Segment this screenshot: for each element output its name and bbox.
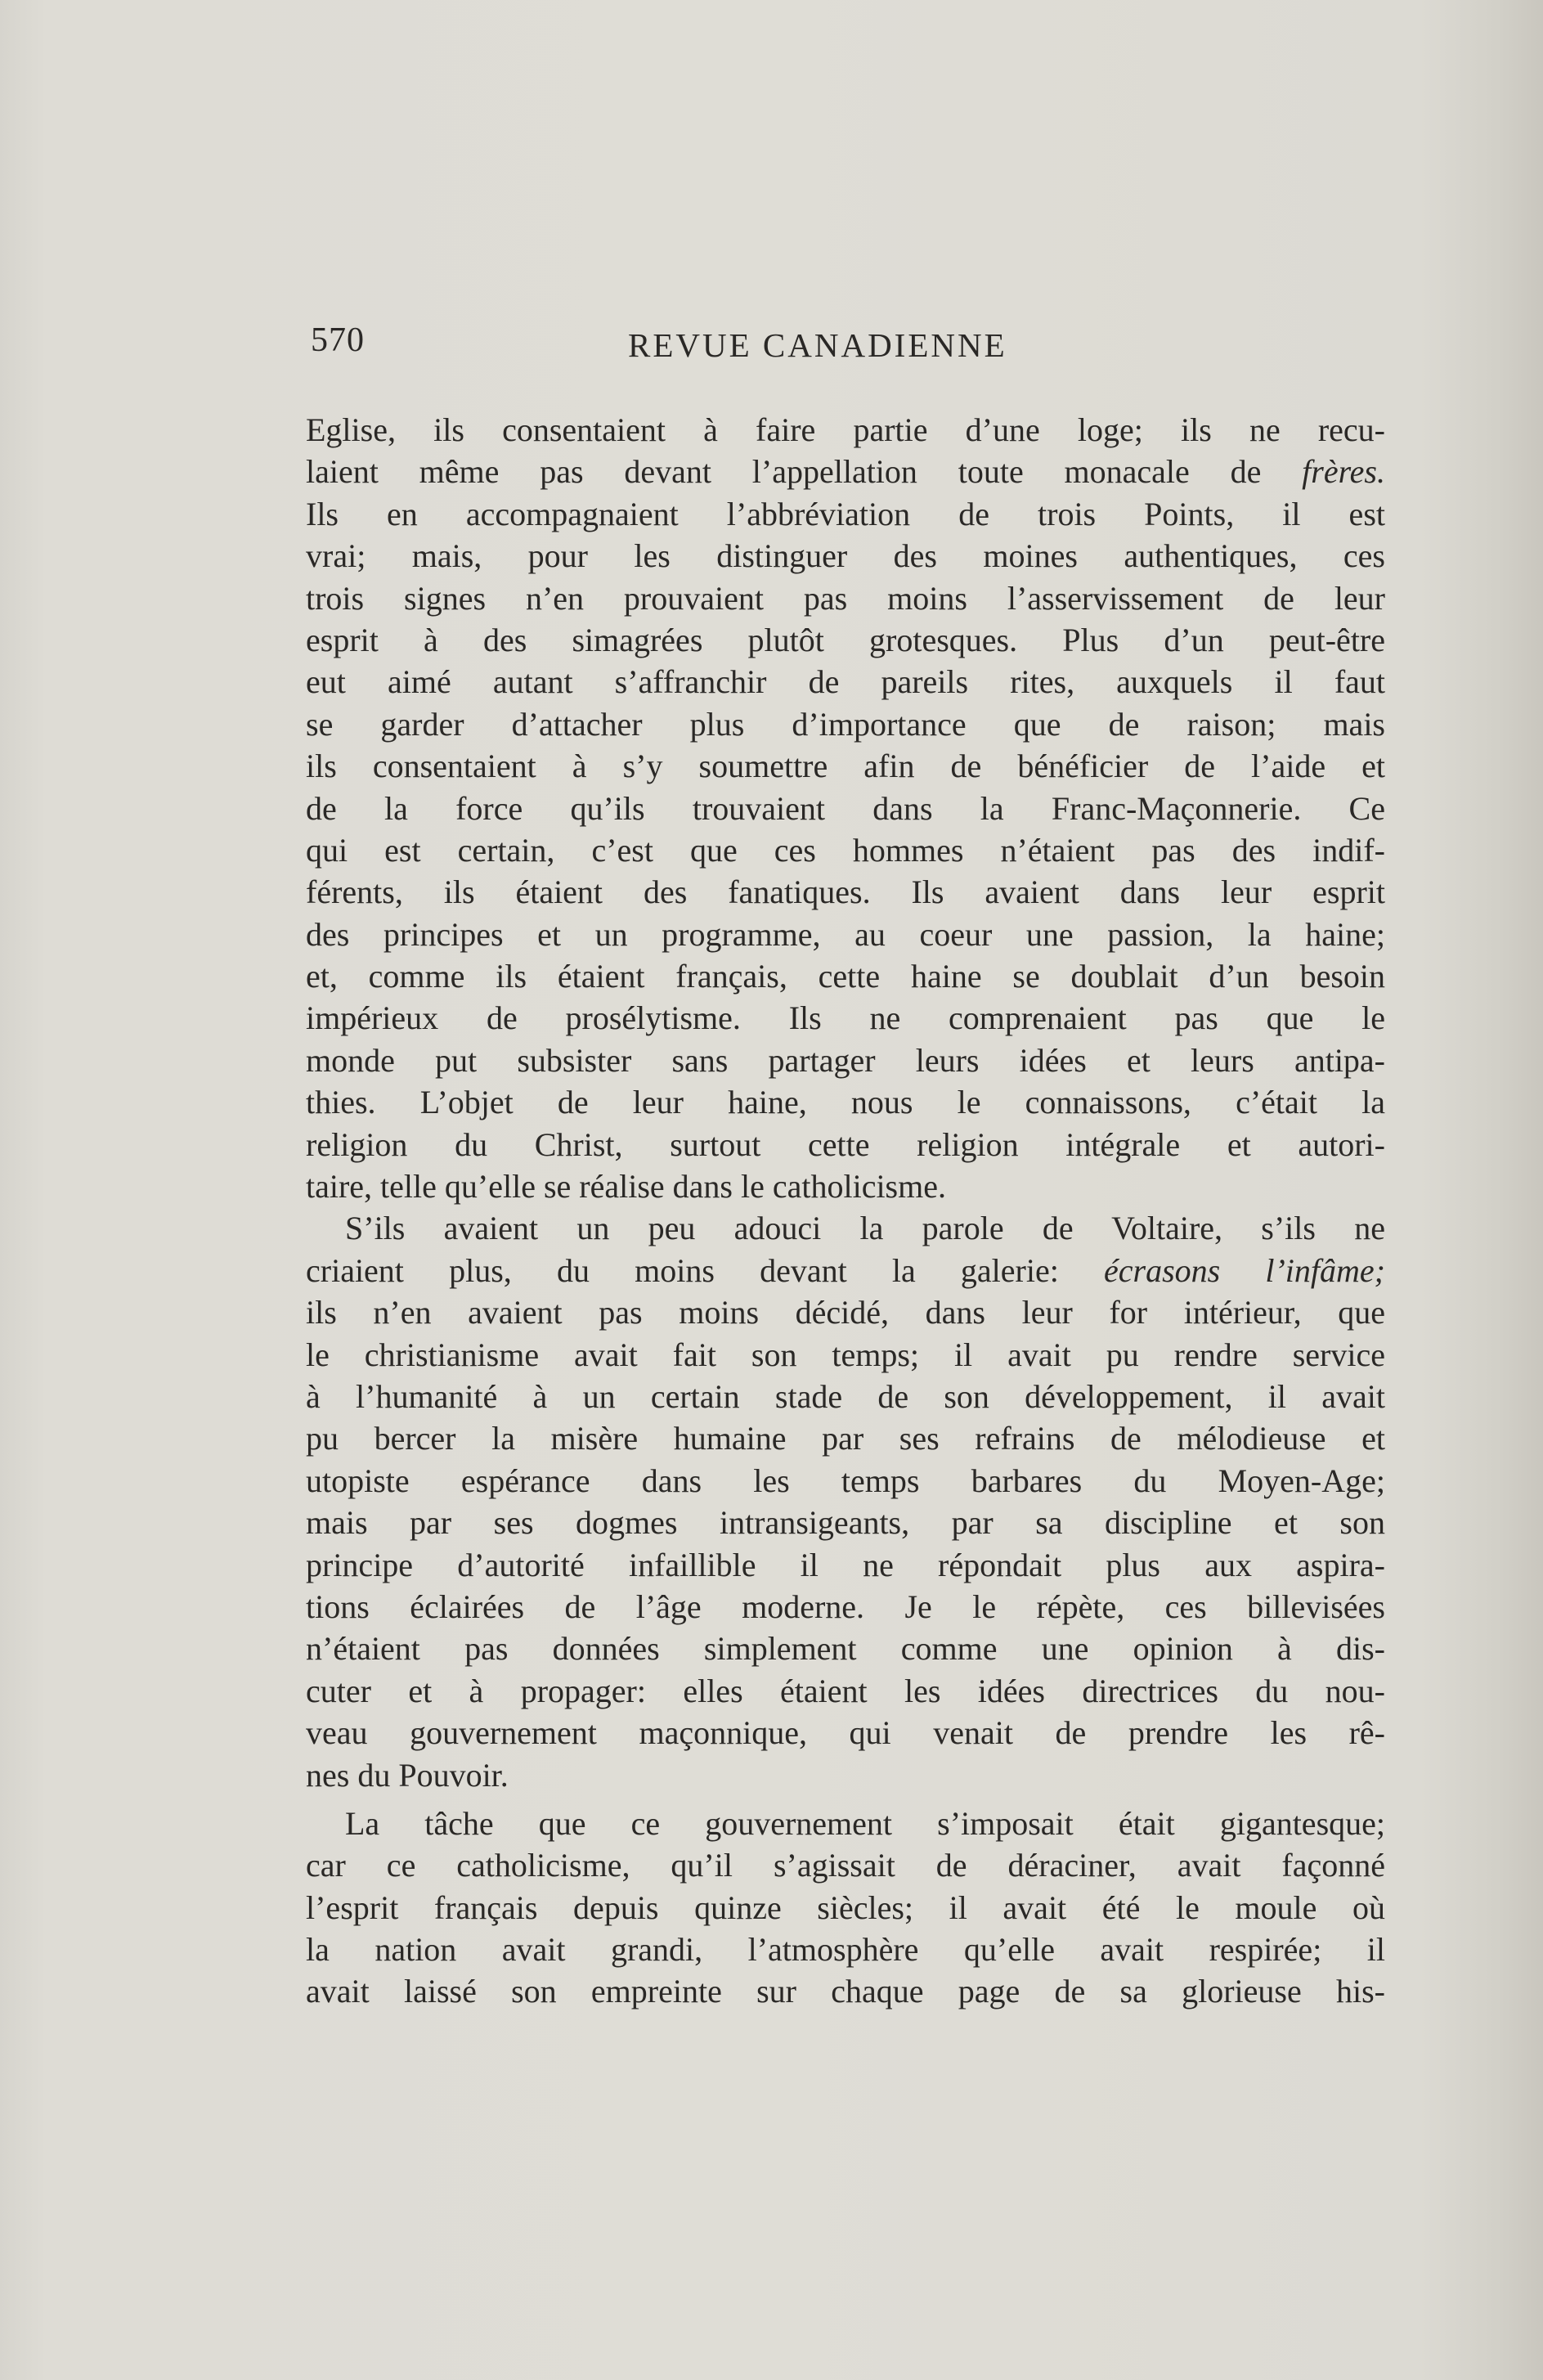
text-line: monde put subsister sans partager leurs idées et leurs antipa- (306, 1041, 1385, 1079)
text-line: des principes et un programme, au coeur une passion, la haine; (306, 915, 1385, 953)
text-line: criaient plus, du moins devant la galerie: écrasons l’infâme; (306, 1251, 1385, 1289)
text-line: taire, telle qu’elle se réalise dans le catholicisme. (306, 1168, 946, 1206)
text-line: religion du Christ, surtout cette religion intégrale et autori- (306, 1125, 1385, 1163)
text-line: Ils en accompagnaient l’abbréviation de trois Points, il est (306, 495, 1385, 532)
text-line: thies. L’objet de leur haine, nous le connaissons, c’était la (306, 1084, 1385, 1121)
body-text (306, 409, 1385, 2013)
text-line: veau gouvernement maçonnique, qui venait de prendre les rê- (306, 1714, 1385, 1752)
text-line: eut aimé autant s’affranchir de pareils rites, auxquels il faut (306, 663, 1385, 701)
text-line: principe d’autorité infaillible il ne répondait plus aux aspira- (306, 1546, 1385, 1583)
text-line: vrai; mais, pour les distinguer des moines authentiques, ces (306, 537, 1385, 575)
text-line: mais par ses dogmes intransigeants, par sa discipline et son (306, 1504, 1385, 1542)
text-line: de la force qu’ils trouvaient dans la Franc-Maçonnerie. Ce (306, 789, 1385, 827)
text-line: nes du Pouvoir. (306, 1756, 509, 1794)
text-line: cuter et à propager: elles étaient les idées directrices du nou- (306, 1672, 1385, 1709)
italic-phrase: écrasons l’infâme; (1104, 1251, 1385, 1289)
text-line: le christianisme avait fait son temps; il avait pu rendre service (306, 1336, 1385, 1373)
text-line: laient même pas devant l’appellation toute monacale de frères. (306, 453, 1385, 491)
text-line: car ce catholicisme, qu’il s’agissait de déraciner, avait façonné (306, 1847, 1385, 1884)
text-line: tions éclairées de l’âge moderne. Je le répète, ces billevisées (306, 1587, 1385, 1625)
text-line: esprit à des simagrées plutôt grotesques. Plus d’un peut-être (306, 621, 1385, 658)
text-line: S’ils avaient un peu adouci la parole de Voltaire, s’ils ne (345, 1210, 1385, 1247)
paragraph-gap (306, 1796, 1385, 1803)
text-line: pu bercer la misère humaine par ses refrains de mélodieuse et (306, 1420, 1385, 1457)
text-line: ils n’en avaient pas moins décidé, dans leur for intérieur, que (306, 1294, 1385, 1331)
text-line: se garder d’attacher plus d’importance que de raison; mais (306, 705, 1385, 743)
text-line: impérieux de prosélytisme. Ils ne comprenaient pas que le (306, 999, 1385, 1037)
paragraph (306, 1803, 1385, 2013)
text-line: avait laissé son empreinte sur chaque page de sa glorieuse his- (306, 1973, 1385, 2010)
text-line: qui est certain, c’est que ces hommes n’étaient pas des indif- (306, 831, 1385, 869)
text-line: la nation avait grandi, l’atmosphère qu’elle avait respirée; il (306, 1931, 1385, 1969)
text-line: à l’humanité à un certain stade de son développement, il avait (306, 1377, 1385, 1415)
text-line: La tâche que ce gouvernement s’imposait était gigantesque; (345, 1804, 1385, 1842)
page-header (311, 321, 1390, 370)
page-number: 570 (311, 321, 365, 359)
text-line: Eglise, ils consentaient à faire partie d’une loge; ils ne recu- (306, 411, 1385, 448)
italic-word: frères. (1302, 453, 1385, 491)
text-line: n’étaient pas données simplement comme une opinion à dis- (306, 1630, 1385, 1668)
paragraph (306, 409, 1385, 1207)
paragraph (306, 1207, 1385, 1795)
text-line: ils consentaient à s’y soumettre afin de bénéficier de l’aide et (306, 748, 1385, 785)
text-line: utopiste espérance dans les temps barbares du Moyen-Age; (306, 1462, 1385, 1499)
text-line: et, comme ils étaient français, cette haine se doublait d’un besoin (306, 958, 1385, 995)
running-head: REVUE CANADIENNE (628, 326, 1007, 364)
text-line: trois signes n’en prouvaient pas moins l’asservissement de leur (306, 579, 1385, 617)
text-line: l’esprit français depuis quinze siècles; il avait été le moule où (306, 1888, 1385, 1926)
text-line: férents, ils étaient des fanatiques. Ils avaient dans leur esprit (306, 873, 1385, 911)
